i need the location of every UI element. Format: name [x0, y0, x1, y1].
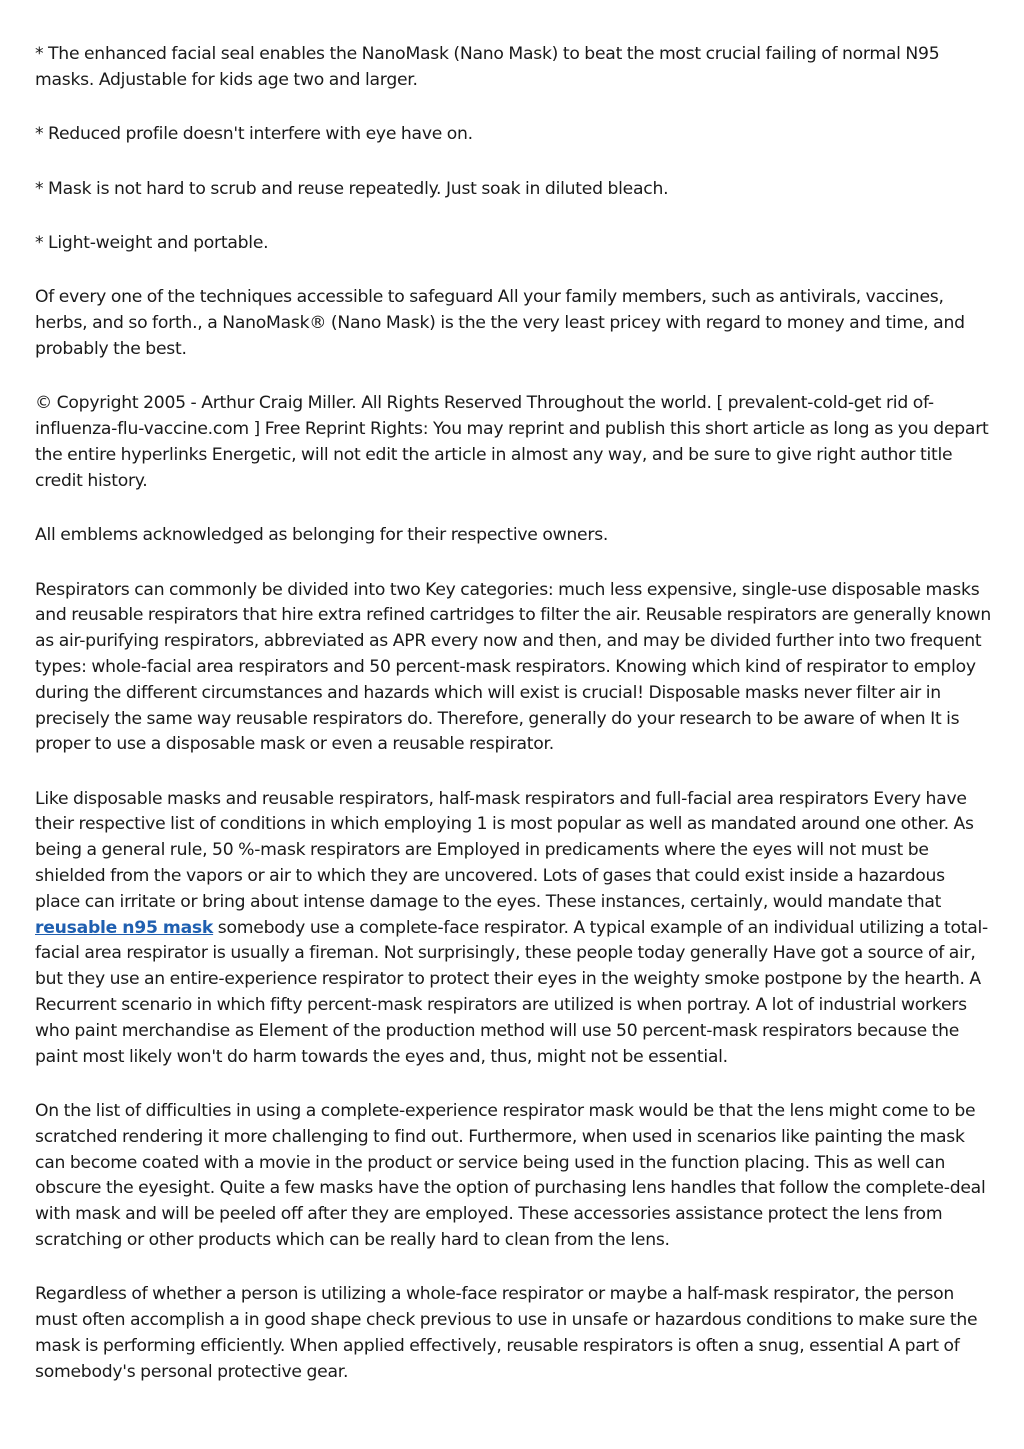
- paragraph-text-before-link: Like disposable masks and reusable respirators, half-mask respirators and full-facial area respirators Every have their respective list of conditions in which employing 1 is most popular as well as mandated around one other. As being a general rule, 50 %-mask respirators are Employed in predicaments where the eyes will not must be shielded from the vapors or air to which they are uncovered. Lots of gases that could exist inside a hazardous place can irritate or bring about intense damage to the eyes. These instances, certainly, would mandate that: [35, 788, 974, 912]
- paragraph-copyright: © Copyright 2005 - Arthur Craig Miller. All Rights Reserved Throughout the world. [ prevalent-cold-get rid of-influenza-flu-vaccine.com ] Free Reprint Rights: You may reprint and publish this short article as long as you depart the entire hyperlinks Energetic, will not edit the article in almost any way, and be sure to give right author title credit history.: [35, 393, 989, 491]
- reusable-n95-mask-link[interactable]: reusable n95 mask: [35, 917, 214, 938]
- paragraph-half-full-mask: [35, 787, 993, 1071]
- paragraph-fit-check: Regardless of whether a person is utilizing a whole-face respirator or maybe a half-mask respirator, the person must often accomplish a in good shape check previous to use in unsafe or hazardous conditions to make sure the mask is performing efficiently. When applied effectively, reusable respirators is often a snug, essential A part of somebody's personal protective gear.: [35, 1284, 978, 1382]
- article-body: [35, 42, 993, 1414]
- paragraph-easy-clean: * Mask is not hard to scrub and reuse repeatedly. Just soak in diluted bleach.: [35, 178, 669, 199]
- paragraph-light-weight: * Light-weight and portable.: [35, 232, 269, 253]
- paragraph-respirator-categories: Respirators can commonly be divided into two Key categories: much less expensive, single-use disposable masks and reusable respirators that hire extra refined cartridges to filter the air. Reusable respirators are generally known as air-purifying respirators, abbreviated as APR every now and then, and may be divided further into two frequent types: whole-facial area respirators and 50 percent-mask respirators. Knowing which kind of respirator to employ during the different circumstances and hazards which will exist is crucial! Disposable masks never filter air in precisely the same way reusable respirators do. Therefore, generally do your research to be aware of when It is proper to use a disposable mask or even a reusable respirator.: [35, 579, 991, 755]
- paragraph-emblems: All emblems acknowledged as belonging for their respective owners.: [35, 525, 609, 546]
- paragraph-techniques: Of every one of the techniques accessible to safeguard All your family members, such as antivirals, vaccines, herbs, and so forth., a NanoMask® (Nano Mask) is the the very least pricey with regard to money and time, and probably the best.: [35, 287, 965, 359]
- paragraph-nanomask-seal: * The enhanced facial seal enables the NanoMask (Nano Mask) to beat the most crucial failing of normal N95 masks. Adjustable for kids age two and larger.: [35, 44, 940, 90]
- paragraph-lens-difficulties: On the list of difficulties in using a complete-experience respirator mask would be that the lens might come to be scratched rendering it more challenging to find out. Furthermore, when used in scenarios like painting the mask can become coated with a movie in the product or service being used in the function placing. This as well can obscure the eyesight. Quite a few masks have the option of purchasing lens handles that follow the complete-deal with mask and will be peeled off after they are employed. These accessories assistance protect the lens from scratching or other products which can be really hard to clean from the lens.: [35, 1101, 986, 1251]
- paragraph-text-after-link: somebody use a complete-face respirator. A typical example of an individual utilizing a total-facial area respirator is usually a fireman. Not surprisingly, these people today generally Have got a source of air, but they use an entire-experience respirator to protect their eyes in the weighty smoke postpone by the hearth. A Recurrent scenario in which fifty percent-mask respirators are utilized is when portray. A lot of industrial workers who paint merchandise as Element of the production method will use 50 percent-mask respirators because the paint most likely won't do harm towards the eyes and, thus, might not be essential.: [35, 917, 988, 1067]
- paragraph-reduced-profile: * Reduced profile doesn't interfere with eye have on.: [35, 124, 473, 145]
